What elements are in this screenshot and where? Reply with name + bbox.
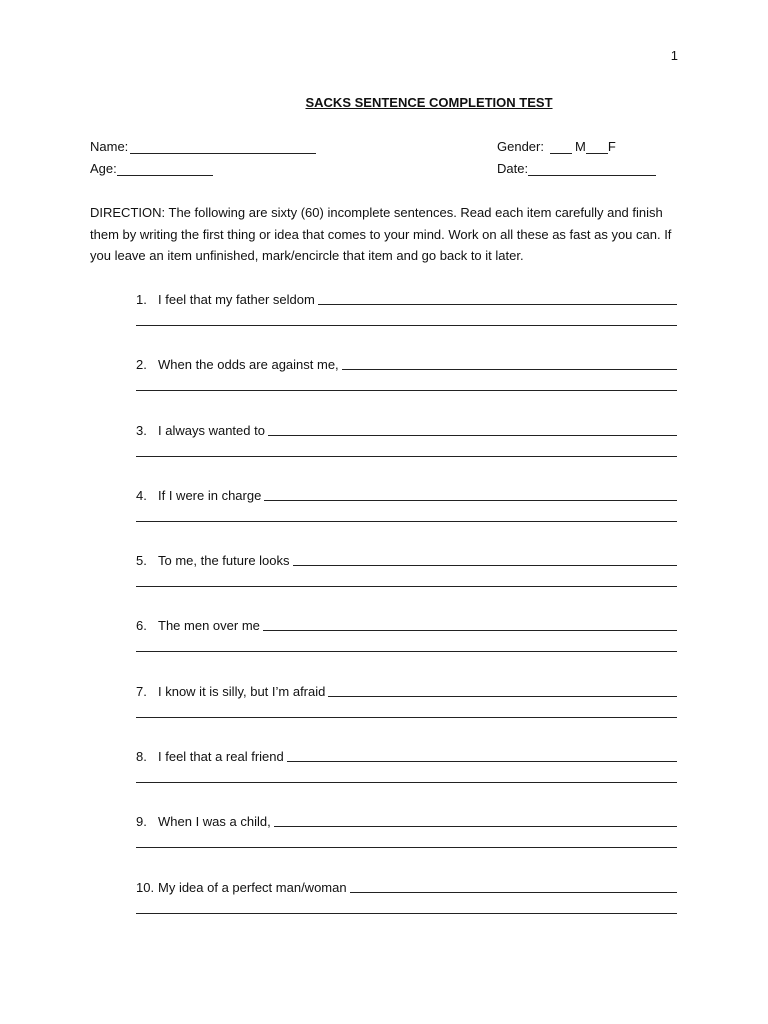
item-number: 5. — [136, 553, 147, 569]
answer-blank[interactable] — [264, 490, 677, 501]
list-item — [136, 746, 677, 811]
answer-blank-continuation[interactable] — [136, 651, 677, 652]
name-field — [90, 139, 316, 154]
answer-blank[interactable] — [274, 816, 677, 827]
answer-blank[interactable] — [268, 425, 677, 436]
answer-blank-continuation[interactable] — [136, 717, 677, 718]
name-label: Name: — [90, 139, 129, 154]
date-blank[interactable] — [528, 163, 656, 176]
item-prompt-line — [136, 615, 677, 633]
answer-blank[interactable] — [342, 359, 677, 370]
answer-blank[interactable] — [350, 882, 677, 893]
list-item — [136, 289, 677, 354]
answer-blank[interactable] — [287, 751, 677, 762]
direction-text: The following are sixty (60) incomplete sentences. Read each item carefully and finish them by writing the first thing or idea that comes to your mind. Work on all these as fast as you can. If you leave an item unfinished, mark/encircle that item and go back to it later. — [90, 205, 672, 263]
item-number: 9. — [136, 814, 147, 830]
list-item — [136, 420, 677, 485]
gender-f-blank[interactable] — [586, 141, 608, 154]
age-label: Age: — [90, 161, 117, 176]
answer-blank-continuation[interactable] — [136, 847, 677, 848]
item-prompt-line — [136, 550, 677, 568]
item-text: When I was a child, — [158, 814, 271, 830]
gender-f-label: F — [607, 139, 616, 154]
item-number: 7. — [136, 683, 147, 699]
answer-blank[interactable] — [263, 620, 677, 631]
item-text: I always wanted to — [158, 422, 265, 438]
item-number: 1. — [136, 292, 147, 307]
item-prompt-line — [136, 289, 677, 307]
item-text: The men over me — [158, 618, 260, 634]
item-text: I know it is silly, but I’m afraid — [158, 683, 326, 699]
item-number: 10. — [136, 879, 155, 895]
answer-blank[interactable] — [328, 686, 677, 697]
answer-blank[interactable] — [318, 294, 677, 305]
gender-field — [497, 139, 616, 154]
list-item — [136, 811, 677, 876]
list-item — [136, 550, 677, 615]
answer-blank[interactable] — [293, 555, 677, 566]
item-number: 4. — [136, 487, 147, 503]
age-field — [90, 161, 213, 176]
item-text: I feel that my father seldom — [158, 292, 315, 307]
item-number: 6. — [136, 618, 147, 634]
page-title: SACKS SENTENCE COMPLETION TEST — [305, 95, 553, 110]
list-item — [136, 354, 677, 419]
item-prompt-line — [136, 681, 677, 699]
item-prompt-line — [136, 811, 677, 829]
list-item — [136, 615, 677, 680]
gender-m-blank[interactable] — [550, 141, 572, 154]
answer-blank-continuation[interactable] — [136, 390, 677, 391]
gender-m-label: M — [574, 139, 586, 154]
answer-blank-continuation[interactable] — [136, 782, 677, 783]
item-prompt-line — [136, 354, 677, 372]
gender-label: Gender: — [497, 139, 544, 154]
answer-blank-continuation[interactable] — [136, 586, 677, 587]
answer-blank-continuation[interactable] — [136, 456, 677, 457]
list-item — [136, 681, 677, 746]
item-prompt-line — [136, 420, 677, 438]
date-field — [497, 161, 656, 176]
item-number: 8. — [136, 749, 147, 765]
list-item — [136, 877, 677, 942]
list-item — [136, 485, 677, 550]
item-prompt-line — [136, 485, 677, 503]
answer-blank-continuation[interactable] — [136, 913, 677, 914]
item-prompt-line — [136, 746, 677, 764]
item-text: My idea of a perfect man/woman — [158, 879, 347, 895]
name-blank[interactable] — [130, 141, 316, 154]
item-number: 3. — [136, 422, 147, 438]
answer-blank-continuation[interactable] — [136, 521, 677, 522]
page-number: 1 — [670, 48, 678, 63]
date-label: Date: — [497, 161, 529, 176]
answer-blank-continuation[interactable] — [136, 325, 677, 326]
item-text: To me, the future looks — [158, 553, 290, 569]
item-text: When the odds are against me, — [158, 357, 339, 373]
item-prompt-line — [136, 877, 677, 895]
direction-paragraph — [90, 202, 680, 267]
item-text: I feel that a real friend — [158, 749, 284, 765]
direction-label: DIRECTION: — [90, 205, 166, 220]
item-text: If I were in charge — [158, 487, 262, 503]
age-blank[interactable] — [117, 163, 213, 176]
item-number: 2. — [136, 357, 147, 373]
sentence-items-list — [136, 289, 677, 942]
